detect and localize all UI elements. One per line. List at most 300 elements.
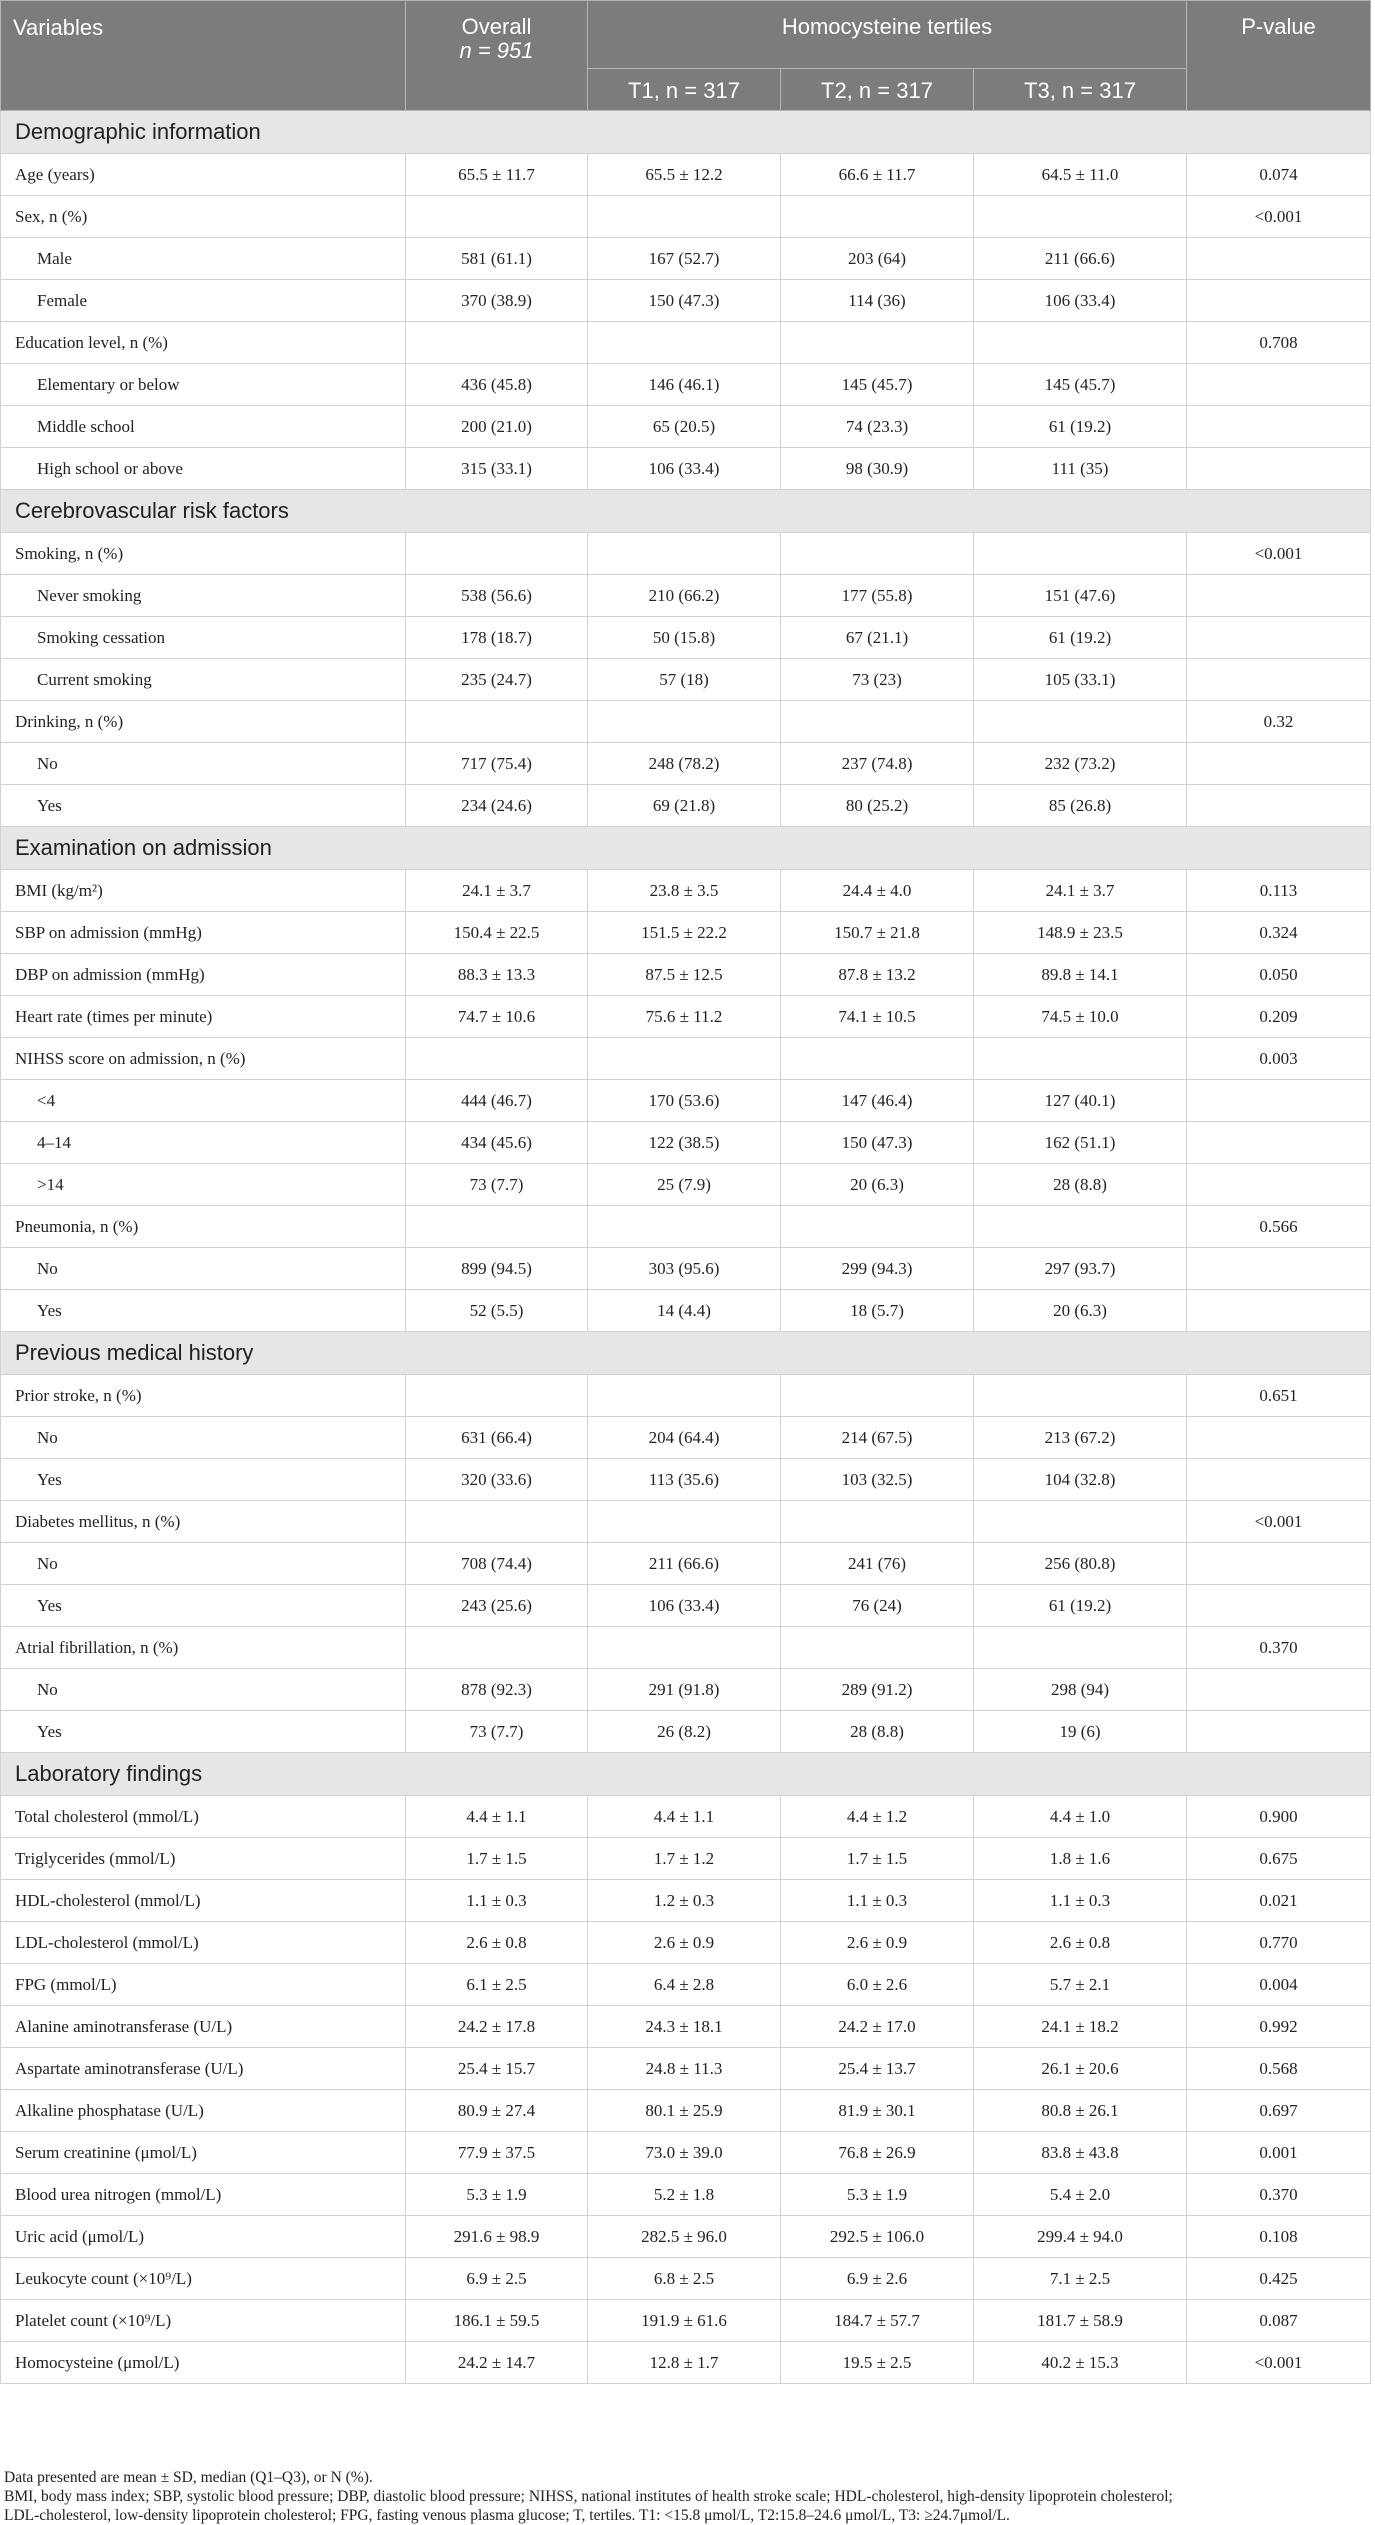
overall-value: 315 (33.1) [406, 448, 588, 490]
row-label: Alanine aminotransferase (U/L) [1, 2006, 406, 2048]
overall-value [406, 1627, 588, 1669]
row-label: FPG (mmol/L) [1, 1964, 406, 2006]
table-row [1, 617, 1371, 659]
overall-value: 235 (24.7) [406, 659, 588, 701]
table-row [1, 1585, 1371, 1627]
row-label: No [1, 1543, 406, 1585]
t3-value: 7.1 ± 2.5 [974, 2258, 1187, 2300]
row-label: No [1, 1669, 406, 1711]
table-row [1, 1080, 1371, 1122]
section-title: Cerebrovascular risk factors [1, 490, 1371, 533]
t3-value: 83.8 ± 43.8 [974, 2132, 1187, 2174]
overall-value: 24.2 ± 14.7 [406, 2342, 588, 2384]
t1-value: 6.8 ± 2.5 [588, 2258, 781, 2300]
table-row [1, 406, 1371, 448]
table-row [1, 1964, 1371, 2006]
footnote-line: BMI, body mass index; SBP, systolic blood pressure; DBP, diastolic blood pressure; NIHSS, national institutes of health stroke scale; HDL-cholesterol, high-density lipoprotein cholesterol; [4, 2488, 1173, 2505]
p-value [1187, 1248, 1371, 1290]
table-row [1, 1711, 1371, 1753]
t1-value: 1.2 ± 0.3 [588, 1880, 781, 1922]
t3-value: 106 (33.4) [974, 280, 1187, 322]
t2-value: 67 (21.1) [781, 617, 974, 659]
p-value: 0.370 [1187, 1627, 1371, 1669]
overall-value: 186.1 ± 59.5 [406, 2300, 588, 2342]
t1-value [588, 1206, 781, 1248]
p-value [1187, 1164, 1371, 1206]
table-row [1, 954, 1371, 996]
t3-value [974, 1501, 1187, 1543]
table-row [1, 2048, 1371, 2090]
t1-value: 282.5 ± 96.0 [588, 2216, 781, 2258]
t3-value: 148.9 ± 23.5 [974, 912, 1187, 954]
p-value: 0.021 [1187, 1880, 1371, 1922]
table-row [1, 1038, 1371, 1080]
p-value [1187, 1459, 1371, 1501]
t1-value: 5.2 ± 1.8 [588, 2174, 781, 2216]
t2-value: 145 (45.7) [781, 364, 974, 406]
row-label: Middle school [1, 406, 406, 448]
t1-value: 146 (46.1) [588, 364, 781, 406]
t1-value: 26 (8.2) [588, 1711, 781, 1753]
row-label: Never smoking [1, 575, 406, 617]
table-row [1, 196, 1371, 238]
p-value: 0.770 [1187, 1922, 1371, 1964]
t3-value [974, 701, 1187, 743]
p-value: <0.001 [1187, 2342, 1371, 2384]
t2-value [781, 196, 974, 238]
header-overall [406, 1, 588, 111]
t2-value: 74.1 ± 10.5 [781, 996, 974, 1038]
t2-value [781, 533, 974, 575]
p-value [1187, 575, 1371, 617]
section-header-row [1, 111, 1371, 154]
p-value: 0.324 [1187, 912, 1371, 954]
section-title: Laboratory findings [1, 1753, 1371, 1796]
row-label: Prior stroke, n (%) [1, 1375, 406, 1417]
t1-value [588, 1375, 781, 1417]
table-row [1, 1206, 1371, 1248]
overall-value: 65.5 ± 11.7 [406, 154, 588, 196]
t3-value: 213 (67.2) [974, 1417, 1187, 1459]
t2-value: 150.7 ± 21.8 [781, 912, 974, 954]
t3-value: 61 (19.2) [974, 617, 1187, 659]
row-label: High school or above [1, 448, 406, 490]
section-header-row [1, 1332, 1371, 1375]
section-header-row [1, 490, 1371, 533]
table-row [1, 1880, 1371, 1922]
header-overall-label: Overall [461, 14, 532, 39]
row-label: Leukocyte count (×10⁹/L) [1, 2258, 406, 2300]
overall-value [406, 196, 588, 238]
t3-value: 74.5 ± 10.0 [974, 996, 1187, 1038]
header-overall-n: n = 951 [459, 38, 534, 63]
p-value: 0.050 [1187, 954, 1371, 996]
t3-value [974, 196, 1187, 238]
table-row [1, 2174, 1371, 2216]
p-value [1187, 238, 1371, 280]
t1-value: 204 (64.4) [588, 1417, 781, 1459]
overall-value [406, 1375, 588, 1417]
overall-value: 2.6 ± 0.8 [406, 1922, 588, 1964]
overall-value [406, 1501, 588, 1543]
overall-value: 434 (45.6) [406, 1122, 588, 1164]
row-label: Alkaline phosphatase (U/L) [1, 2090, 406, 2132]
p-value: 0.074 [1187, 154, 1371, 196]
row-label: Male [1, 238, 406, 280]
row-label: No [1, 1248, 406, 1290]
t2-value: 66.6 ± 11.7 [781, 154, 974, 196]
t1-value: 151.5 ± 22.2 [588, 912, 781, 954]
overall-value: 25.4 ± 15.7 [406, 2048, 588, 2090]
row-label: NIHSS score on admission, n (%) [1, 1038, 406, 1080]
overall-value: 234 (24.6) [406, 785, 588, 827]
header-variables: Variables [1, 1, 406, 111]
t1-value: 122 (38.5) [588, 1122, 781, 1164]
t1-value: 65.5 ± 12.2 [588, 154, 781, 196]
t1-value: 170 (53.6) [588, 1080, 781, 1122]
overall-value: 150.4 ± 22.5 [406, 912, 588, 954]
t3-value: 2.6 ± 0.8 [974, 1922, 1187, 1964]
p-value: 0.566 [1187, 1206, 1371, 1248]
row-label: No [1, 1417, 406, 1459]
p-value [1187, 1585, 1371, 1627]
t1-value: 1.7 ± 1.2 [588, 1838, 781, 1880]
row-label: SBP on admission (mmHg) [1, 912, 406, 954]
row-label: 4–14 [1, 1122, 406, 1164]
row-label: Yes [1, 1711, 406, 1753]
t3-value: 211 (66.6) [974, 238, 1187, 280]
row-label: Smoking, n (%) [1, 533, 406, 575]
overall-value [406, 1206, 588, 1248]
table-row [1, 912, 1371, 954]
row-label: BMI (kg/m²) [1, 870, 406, 912]
p-value [1187, 1669, 1371, 1711]
overall-value [406, 1038, 588, 1080]
p-value [1187, 1122, 1371, 1164]
p-value [1187, 1417, 1371, 1459]
table-row [1, 2300, 1371, 2342]
t1-value: 106 (33.4) [588, 448, 781, 490]
t2-value: 5.3 ± 1.9 [781, 2174, 974, 2216]
overall-value: 243 (25.6) [406, 1585, 588, 1627]
row-label: <4 [1, 1080, 406, 1122]
p-value [1187, 1543, 1371, 1585]
p-value: 0.425 [1187, 2258, 1371, 2300]
table-row [1, 785, 1371, 827]
t3-value: 1.8 ± 1.6 [974, 1838, 1187, 1880]
t2-value: 241 (76) [781, 1543, 974, 1585]
overall-value: 708 (74.4) [406, 1543, 588, 1585]
row-label: Pneumonia, n (%) [1, 1206, 406, 1248]
header-p-value: P-value [1187, 1, 1371, 111]
t3-value: 19 (6) [974, 1711, 1187, 1753]
p-value: <0.001 [1187, 533, 1371, 575]
row-label: DBP on admission (mmHg) [1, 954, 406, 996]
row-label: Smoking cessation [1, 617, 406, 659]
t2-value [781, 1501, 974, 1543]
t1-value: 24.3 ± 18.1 [588, 2006, 781, 2048]
t1-value: 248 (78.2) [588, 743, 781, 785]
t2-value: 19.5 ± 2.5 [781, 2342, 974, 2384]
overall-value: 444 (46.7) [406, 1080, 588, 1122]
t1-value: 6.4 ± 2.8 [588, 1964, 781, 2006]
p-value: 0.108 [1187, 2216, 1371, 2258]
row-label: >14 [1, 1164, 406, 1206]
t1-value: 75.6 ± 11.2 [588, 996, 781, 1038]
row-label: Aspartate aminotransferase (U/L) [1, 2048, 406, 2090]
row-label: Heart rate (times per minute) [1, 996, 406, 1038]
t1-value: 69 (21.8) [588, 785, 781, 827]
t2-value: 80 (25.2) [781, 785, 974, 827]
t1-value [588, 322, 781, 364]
t2-value [781, 1627, 974, 1669]
t2-value: 289 (91.2) [781, 1669, 974, 1711]
t1-value: 12.8 ± 1.7 [588, 2342, 781, 2384]
table-row [1, 575, 1371, 617]
header-homocysteine-tertiles: Homocysteine tertiles [588, 1, 1187, 69]
row-label: Serum creatinine (μmol/L) [1, 2132, 406, 2174]
row-label: Yes [1, 1585, 406, 1627]
t1-value: 24.8 ± 11.3 [588, 2048, 781, 2090]
row-label: Yes [1, 1459, 406, 1501]
p-value: 0.708 [1187, 322, 1371, 364]
table-row [1, 2006, 1371, 2048]
table-row [1, 1417, 1371, 1459]
overall-value: 320 (33.6) [406, 1459, 588, 1501]
t2-value: 6.0 ± 2.6 [781, 1964, 974, 2006]
t3-value: 5.7 ± 2.1 [974, 1964, 1187, 2006]
t1-value [588, 1627, 781, 1669]
t2-value: 73 (23) [781, 659, 974, 701]
overall-value: 1.1 ± 0.3 [406, 1880, 588, 1922]
t1-value: 4.4 ± 1.1 [588, 1796, 781, 1838]
table-header [1, 1, 1371, 111]
table-row [1, 1375, 1371, 1417]
table-body [1, 111, 1371, 2384]
table-row [1, 870, 1371, 912]
t1-value: 14 (4.4) [588, 1290, 781, 1332]
p-value: <0.001 [1187, 196, 1371, 238]
t2-value: 103 (32.5) [781, 1459, 974, 1501]
section-title: Previous medical history [1, 1332, 1371, 1375]
t2-value: 98 (30.9) [781, 448, 974, 490]
t2-value: 177 (55.8) [781, 575, 974, 617]
footnote-line: Data presented are mean ± SD, median (Q1–Q3), or N (%). [4, 2469, 373, 2486]
row-label: HDL-cholesterol (mmol/L) [1, 1880, 406, 1922]
section-header-row [1, 1753, 1371, 1796]
t2-value: 6.9 ± 2.6 [781, 2258, 974, 2300]
t3-value [974, 1627, 1187, 1669]
t3-value: 151 (47.6) [974, 575, 1187, 617]
overall-value: 291.6 ± 98.9 [406, 2216, 588, 2258]
t1-value [588, 701, 781, 743]
t2-value: 20 (6.3) [781, 1164, 974, 1206]
section-title: Examination on admission [1, 827, 1371, 870]
table-row [1, 1164, 1371, 1206]
t2-value [781, 1206, 974, 1248]
t1-value: 50 (15.8) [588, 617, 781, 659]
overall-value: 74.7 ± 10.6 [406, 996, 588, 1038]
table-row [1, 2258, 1371, 2300]
t3-value: 89.8 ± 14.1 [974, 954, 1187, 996]
t2-value: 24.2 ± 17.0 [781, 2006, 974, 2048]
t3-value: 85 (26.8) [974, 785, 1187, 827]
p-value: 0.113 [1187, 870, 1371, 912]
t3-value: 105 (33.1) [974, 659, 1187, 701]
p-value: 0.004 [1187, 1964, 1371, 2006]
p-value: <0.001 [1187, 1501, 1371, 1543]
t1-value: 73.0 ± 39.0 [588, 2132, 781, 2174]
t2-value: 184.7 ± 57.7 [781, 2300, 974, 2342]
overall-value: 6.9 ± 2.5 [406, 2258, 588, 2300]
header-t2: T2, n = 317 [781, 69, 974, 111]
t2-value: 24.4 ± 4.0 [781, 870, 974, 912]
p-value: 0.992 [1187, 2006, 1371, 2048]
p-value [1187, 743, 1371, 785]
footnote-line: LDL-cholesterol, low-density lipoprotein cholesterol; FPG, fasting venous plasma glucose; T, tertiles. T1: <15.8 μmol/L, T2:15.8–24.6 μmol/L, T3: ≥24.7μmol/L. [4, 2507, 1010, 2524]
p-value: 0.087 [1187, 2300, 1371, 2342]
table-row [1, 533, 1371, 575]
t3-value: 299.4 ± 94.0 [974, 2216, 1187, 2258]
t1-value [588, 1501, 781, 1543]
t2-value: 28 (8.8) [781, 1711, 974, 1753]
t2-value: 203 (64) [781, 238, 974, 280]
t3-value [974, 1038, 1187, 1080]
table-footnotes [4, 2468, 1370, 2525]
row-label: Yes [1, 785, 406, 827]
overall-value: 538 (56.6) [406, 575, 588, 617]
section-title: Demographic information [1, 111, 1371, 154]
table-row [1, 743, 1371, 785]
table-row [1, 238, 1371, 280]
table-row [1, 1290, 1371, 1332]
row-label: Current smoking [1, 659, 406, 701]
table-row [1, 2132, 1371, 2174]
t3-value: 26.1 ± 20.6 [974, 2048, 1187, 2090]
t1-value: 87.5 ± 12.5 [588, 954, 781, 996]
t2-value: 237 (74.8) [781, 743, 974, 785]
t3-value: 5.4 ± 2.0 [974, 2174, 1187, 2216]
table-row [1, 448, 1371, 490]
row-label: Elementary or below [1, 364, 406, 406]
row-label: Drinking, n (%) [1, 701, 406, 743]
header-t1: T1, n = 317 [588, 69, 781, 111]
overall-value: 631 (66.4) [406, 1417, 588, 1459]
table-row [1, 1627, 1371, 1669]
t2-value: 74 (23.3) [781, 406, 974, 448]
overall-value: 24.2 ± 17.8 [406, 2006, 588, 2048]
t1-value: 150 (47.3) [588, 280, 781, 322]
overall-value [406, 322, 588, 364]
t3-value: 181.7 ± 58.9 [974, 2300, 1187, 2342]
t3-value: 4.4 ± 1.0 [974, 1796, 1187, 1838]
overall-value: 1.7 ± 1.5 [406, 1838, 588, 1880]
t2-value [781, 1038, 974, 1080]
table-row [1, 1459, 1371, 1501]
p-value [1187, 617, 1371, 659]
t3-value: 298 (94) [974, 1669, 1187, 1711]
t2-value: 214 (67.5) [781, 1417, 974, 1459]
t2-value: 18 (5.7) [781, 1290, 974, 1332]
row-label: LDL-cholesterol (mmol/L) [1, 1922, 406, 1964]
row-label: Total cholesterol (mmol/L) [1, 1796, 406, 1838]
p-value: 0.001 [1187, 2132, 1371, 2174]
p-value [1187, 659, 1371, 701]
t1-value: 23.8 ± 3.5 [588, 870, 781, 912]
p-value [1187, 785, 1371, 827]
overall-value [406, 533, 588, 575]
overall-value: 717 (75.4) [406, 743, 588, 785]
p-value [1187, 364, 1371, 406]
t3-value: 61 (19.2) [974, 406, 1187, 448]
t2-value: 1.1 ± 0.3 [781, 1880, 974, 1922]
table-row [1, 280, 1371, 322]
table-row [1, 1922, 1371, 1964]
t1-value: 113 (35.6) [588, 1459, 781, 1501]
p-value: 0.900 [1187, 1796, 1371, 1838]
t3-value: 256 (80.8) [974, 1543, 1187, 1585]
t3-value: 64.5 ± 11.0 [974, 154, 1187, 196]
t2-value: 299 (94.3) [781, 1248, 974, 1290]
t2-value: 87.8 ± 13.2 [781, 954, 974, 996]
p-value [1187, 1290, 1371, 1332]
t1-value: 191.9 ± 61.6 [588, 2300, 781, 2342]
overall-value: 52 (5.5) [406, 1290, 588, 1332]
t1-value: 210 (66.2) [588, 575, 781, 617]
overall-value: 370 (38.9) [406, 280, 588, 322]
p-value [1187, 1080, 1371, 1122]
row-label: Female [1, 280, 406, 322]
t3-value [974, 1206, 1187, 1248]
overall-value [406, 701, 588, 743]
row-label: Blood urea nitrogen (mmol/L) [1, 2174, 406, 2216]
table-row [1, 2216, 1371, 2258]
p-value: 0.209 [1187, 996, 1371, 1038]
t3-value: 104 (32.8) [974, 1459, 1187, 1501]
t1-value [588, 196, 781, 238]
t3-value: 297 (93.7) [974, 1248, 1187, 1290]
row-label: Yes [1, 1290, 406, 1332]
t2-value: 76.8 ± 26.9 [781, 2132, 974, 2174]
p-value: 0.675 [1187, 1838, 1371, 1880]
overall-value: 80.9 ± 27.4 [406, 2090, 588, 2132]
row-label: Diabetes mellitus, n (%) [1, 1501, 406, 1543]
overall-value: 899 (94.5) [406, 1248, 588, 1290]
t3-value: 20 (6.3) [974, 1290, 1187, 1332]
t1-value: 291 (91.8) [588, 1669, 781, 1711]
t3-value: 1.1 ± 0.3 [974, 1880, 1187, 1922]
table-row [1, 1248, 1371, 1290]
t1-value: 65 (20.5) [588, 406, 781, 448]
t3-value: 111 (35) [974, 448, 1187, 490]
row-label: Uric acid (μmol/L) [1, 2216, 406, 2258]
table-row [1, 659, 1371, 701]
row-label: Triglycerides (mmol/L) [1, 1838, 406, 1880]
t2-value: 147 (46.4) [781, 1080, 974, 1122]
table-row [1, 322, 1371, 364]
p-value [1187, 1711, 1371, 1753]
t2-value [781, 701, 974, 743]
table-row [1, 1501, 1371, 1543]
p-value [1187, 280, 1371, 322]
row-label: Platelet count (×10⁹/L) [1, 2300, 406, 2342]
t1-value: 25 (7.9) [588, 1164, 781, 1206]
header-t3: T3, n = 317 [974, 69, 1187, 111]
t1-value [588, 533, 781, 575]
t1-value: 211 (66.6) [588, 1543, 781, 1585]
t3-value: 28 (8.8) [974, 1164, 1187, 1206]
t2-value: 76 (24) [781, 1585, 974, 1627]
